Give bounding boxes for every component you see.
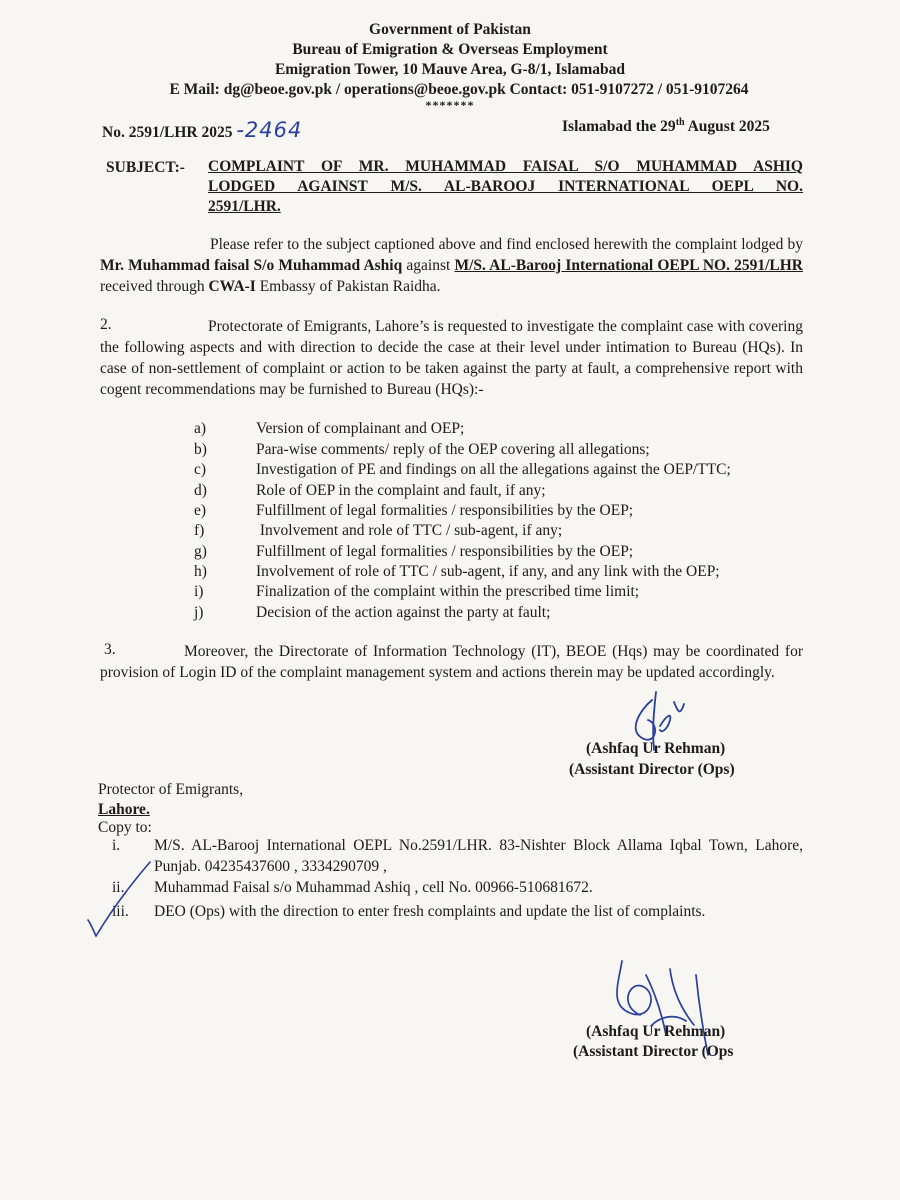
letterhead-bureau: Bureau of Emigration & Overseas Employment: [292, 41, 608, 58]
list-item: [194, 582, 639, 602]
subject-label: SUBJECT:-: [106, 159, 185, 176]
list-item-marker: g): [194, 543, 207, 560]
letterhead-contact: E Mail: dg@beoe.gov.pk / operations@beoe.gov.pk Contact: 051-9107272 / 051-9107264: [169, 81, 749, 98]
list-item-marker: f): [194, 522, 205, 539]
list-item-text: Fulfillment of legal formalities / responsibilities by the OEP;: [256, 502, 634, 519]
paragraph-1-text-b: against: [402, 257, 455, 274]
list-item: [194, 419, 464, 439]
copy-item-number: iii.: [112, 903, 129, 920]
signature-2-name: (Ashfaq Ur Rehman): [586, 1023, 726, 1040]
subject-text: [208, 157, 803, 217]
paragraph-2: [100, 316, 803, 400]
date-superscript: th: [675, 117, 685, 128]
subject-line-2: LODGED AGAINST M/S. AL-BAROOJ INTERNATIONAL OEPL NO.: [208, 178, 803, 195]
complainant-name: Mr. Muhammad faisal S/o Muhammad Ashiq: [100, 257, 403, 274]
list-item-text: Decision of the action against the party at fault;: [256, 604, 551, 621]
checkmark-icon: [84, 856, 164, 946]
paragraph-3: [100, 641, 803, 683]
letterhead-separator: *******: [425, 98, 475, 112]
letterhead: [0, 20, 900, 110]
paragraph-2-text: Protectorate of Emigrants, Lahore’s is requested to investigate the complaint case with covering the following aspects and with direction to decide the case at their level under intimation to Bureau (HQs). In case of non-settlement of complaint or action to be taken against the party at fault, a comprehensive report with cogent recommendations may be furnished to Bureau (HQs):-: [100, 318, 803, 398]
paragraph-3-number: 3.: [104, 641, 116, 658]
list-item-text: Involvement of role of TTC / sub-agent, if any, and any link with the OEP;: [256, 563, 720, 580]
copy-item-number: ii.: [112, 879, 125, 896]
list-item: [194, 562, 720, 582]
list-item-text: Finalization of the complaint within the prescribed time limit;: [256, 583, 640, 600]
list-item-text: Role of OEP in the complaint and fault, if any;: [256, 482, 546, 499]
addressee-line-2: Lahore.: [98, 801, 150, 818]
list-item-marker: d): [194, 482, 207, 499]
list-item-marker: e): [194, 502, 207, 519]
place-date-prefix: Islamabad the 29: [562, 118, 676, 136]
reference-number-text: No. 2591/LHR 2025: [102, 124, 237, 141]
copy-item: [98, 835, 803, 877]
list-item-text: Involvement and role of TTC / sub-agent, if any;: [256, 522, 563, 539]
copy-item: [98, 901, 803, 922]
handwritten-reference-number: -2464: [236, 118, 303, 142]
list-item: [194, 521, 562, 541]
list-item-text: Fulfillment of legal formalities / responsibilities by the OEP;: [256, 543, 634, 560]
list-item: [194, 440, 650, 460]
letterhead-address: Emigration Tower, 10 Mauve Area, G-8/1, Islamabad: [274, 61, 626, 78]
copy-item-number: i.: [112, 837, 121, 854]
list-item: [194, 603, 550, 623]
list-item: [194, 460, 731, 480]
list-item-text: Version of complainant and OEP;: [256, 420, 465, 437]
copy-item-text: Muhammad Faisal s/o Muhammad Ashiq , cell No. 00966-510681672.: [154, 879, 593, 896]
reference-number: [102, 118, 302, 142]
signature-1-title: (Assistant Director (Ops): [569, 761, 735, 778]
list-item-text: Para-wise comments/ reply of the OEP covering all allegations;: [256, 441, 650, 458]
list-item-marker: a): [194, 420, 207, 437]
paragraph-2-number: 2.: [100, 316, 112, 333]
paragraph-1: [100, 234, 803, 297]
addressee: [98, 780, 243, 820]
list-item-marker: b): [194, 441, 207, 458]
list-item-marker: c): [194, 461, 207, 478]
signature-1-name: (Ashfaq Ur Rehman): [586, 740, 726, 757]
list-item-text: Investigation of PE and findings on all the allegations against the OEP/TTC;: [256, 461, 731, 478]
list-item: [194, 542, 633, 562]
place-date: [562, 117, 770, 136]
paragraph-1-text-a: Please refer to the subject captioned above and find enclosed herewith the complaint lodged by: [210, 236, 803, 253]
copy-item-text: M/S. AL-Barooj International OEPL No.2591/LHR. 83-Nishter Block Allama Iqbal Town, Lahore, Punjab. 04235437600 , 3334290709 ,: [154, 837, 803, 875]
list-item-marker: i): [194, 583, 204, 600]
list-item-marker: h): [194, 563, 207, 580]
letterhead-government: Government of Pakistan: [369, 21, 531, 38]
oep-name: M/S. AL-Barooj International OEPL NO. 2591/LHR: [454, 257, 803, 274]
subject-line-1: COMPLAINT OF MR. MUHAMMAD FAISAL S/O MUHAMMAD ASHIQ: [208, 158, 803, 175]
paragraph-3-text: Moreover, the Directorate of Information Technology (IT), BEOE (Hqs) may be coordinated for provision of Login ID of the complaint management system and actions therein may be updated accordingly.: [100, 643, 803, 681]
subject-line-3: 2591/LHR.: [208, 198, 281, 215]
copy-item: [98, 877, 803, 898]
list-item-marker: j): [194, 604, 204, 621]
paragraph-1-text-c: received through: [100, 278, 209, 295]
copy-item-text: DEO (Ops) with the direction to enter fresh complaints and update the list of complaints.: [154, 903, 706, 920]
place-date-suffix: August 2025: [684, 118, 770, 136]
copy-to-label: Copy to:: [98, 819, 152, 836]
cwa-name: CWA-I: [208, 278, 256, 295]
list-item: [194, 481, 546, 501]
addressee-line-1: Protector of Emigrants,: [98, 781, 244, 798]
list-item: [194, 501, 633, 521]
signature-2-title: (Assistant Director (Ops: [573, 1043, 734, 1060]
paragraph-1-text-d: Embassy of Pakistan Raidha.: [255, 278, 441, 295]
